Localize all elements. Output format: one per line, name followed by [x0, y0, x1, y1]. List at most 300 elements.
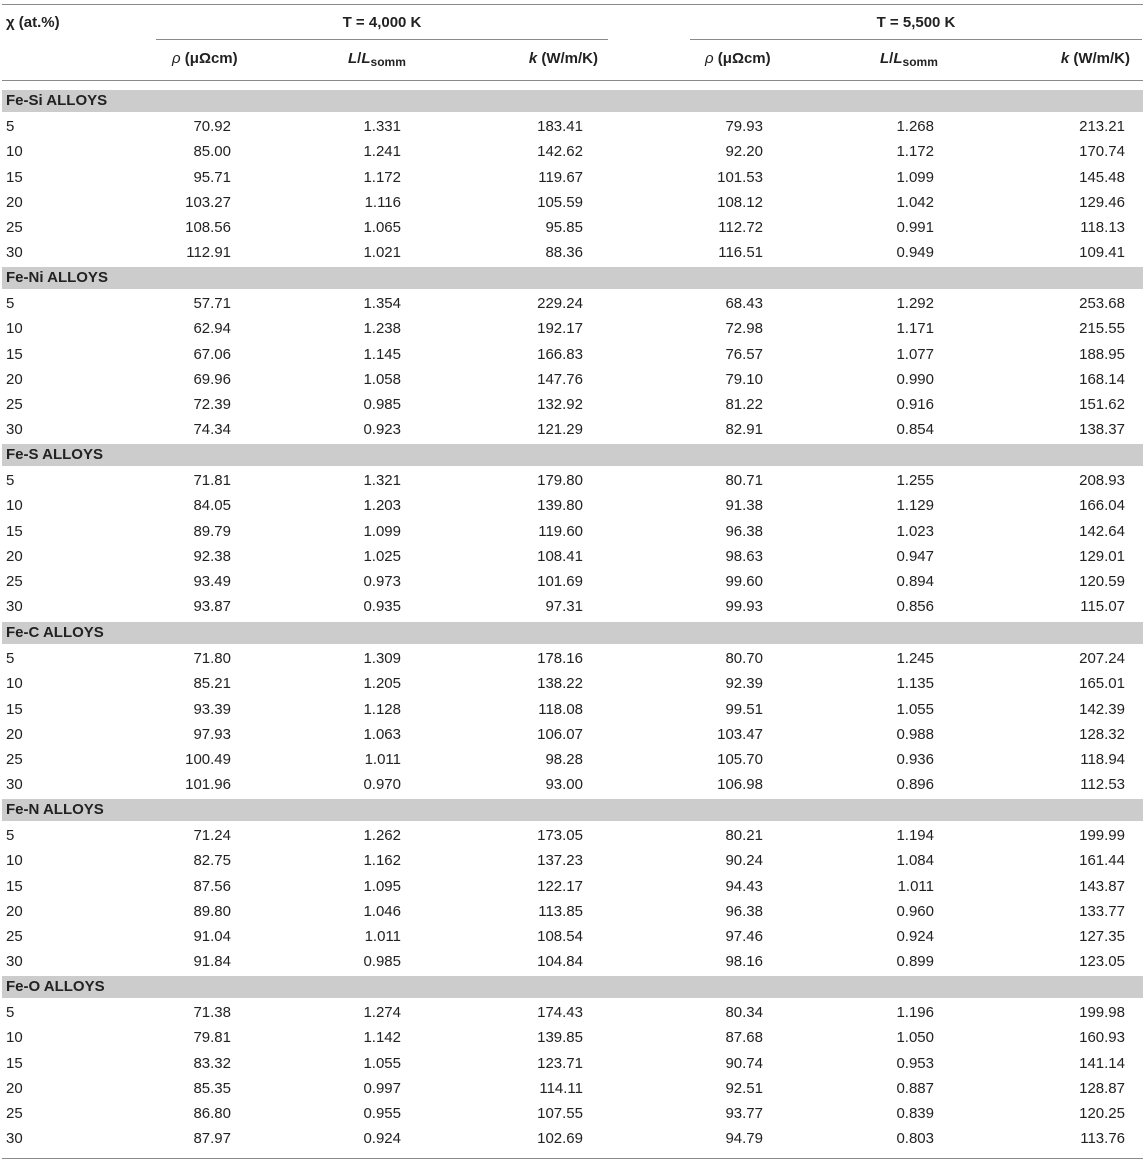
table-row	[2, 417, 1143, 442]
cell-k-4000k: 119.67	[538, 169, 583, 186]
table-row	[2, 594, 1143, 619]
cell-k-5500k: 123.05	[1079, 953, 1125, 970]
cell-rho-4000k: 72.39	[193, 396, 231, 413]
cell-rho-4000k: 112.91	[186, 244, 231, 261]
table-row	[2, 1076, 1143, 1101]
cell-lorenz-ratio-4000k: 1.145	[363, 346, 401, 363]
table-row	[2, 697, 1143, 722]
cell-k-4000k: 93.00	[545, 776, 583, 793]
cell-rho-4000k: 93.87	[193, 598, 231, 615]
cell-rho-4000k: 67.06	[193, 346, 231, 363]
cell-lorenz-ratio-5500k: 0.899	[896, 953, 934, 970]
cell-lorenz-ratio-4000k: 1.065	[363, 219, 401, 236]
cell-lorenz-ratio-4000k: 1.162	[363, 852, 401, 869]
cell-lorenz-ratio-5500k: 0.854	[896, 421, 934, 438]
cell-lorenz-ratio-4000k: 1.063	[363, 726, 401, 743]
cell-rho-4000k: 97.93	[193, 726, 231, 743]
cell-lorenz-ratio-5500k: 1.194	[896, 827, 934, 844]
cell-lorenz-ratio-5500k: 1.129	[896, 497, 934, 514]
group-underline-4000k	[156, 39, 608, 40]
cell-alloy-content: 15	[6, 1055, 23, 1072]
table-row	[2, 874, 1143, 899]
cell-rho-5500k: 93.77	[725, 1105, 763, 1122]
table-row	[2, 569, 1143, 594]
cell-alloy-content: 30	[6, 1130, 23, 1147]
cell-lorenz-ratio-5500k: 0.894	[896, 573, 934, 590]
cell-rho-4000k: 87.97	[193, 1130, 231, 1147]
cell-rho-5500k: 99.60	[725, 573, 763, 590]
col-header-rho-4000k	[172, 50, 238, 67]
cell-rho-5500k: 90.24	[725, 852, 763, 869]
cell-k-5500k: 127.35	[1079, 928, 1125, 945]
cell-alloy-content: 5	[6, 650, 15, 667]
cell-k-4000k: 104.84	[537, 953, 583, 970]
table-row	[2, 772, 1143, 797]
cell-rho-4000k: 79.81	[193, 1029, 231, 1046]
cell-k-4000k: 121.29	[537, 421, 583, 438]
cell-alloy-content: 25	[6, 573, 23, 590]
cell-k-5500k: 109.41	[1079, 244, 1125, 261]
cell-lorenz-ratio-4000k: 1.011	[364, 751, 401, 768]
table-row	[2, 215, 1143, 240]
cell-rho-5500k: 97.46	[725, 928, 763, 945]
col-header-k-5500k	[1061, 50, 1130, 67]
table-row	[2, 949, 1143, 974]
table-row	[2, 1025, 1143, 1050]
cell-k-5500k: 170.74	[1079, 143, 1125, 160]
cell-alloy-content: 15	[6, 701, 23, 718]
cell-rho-4000k: 87.56	[193, 878, 231, 895]
cell-k-4000k: 98.28	[545, 751, 583, 768]
cell-lorenz-ratio-5500k: 0.839	[896, 1105, 934, 1122]
cell-lorenz-ratio-5500k: 1.255	[896, 472, 934, 489]
cell-rho-5500k: 80.70	[725, 650, 763, 667]
cell-lorenz-ratio-5500k: 1.135	[896, 675, 934, 692]
table-row	[2, 367, 1143, 392]
rho-unit: (μΩcm)	[717, 50, 771, 67]
cell-rho-4000k: 85.35	[193, 1080, 231, 1097]
cell-k-5500k: 213.21	[1079, 118, 1125, 135]
cell-rho-4000k: 95.71	[193, 169, 231, 186]
cell-rho-5500k: 79.93	[725, 118, 763, 135]
cell-lorenz-ratio-4000k: 1.354	[363, 295, 401, 312]
cell-rho-5500k: 81.22	[725, 396, 763, 413]
cell-k-5500k: 129.46	[1079, 194, 1125, 211]
cell-lorenz-ratio-4000k: 1.321	[363, 472, 401, 489]
cell-rho-4000k: 71.81	[193, 472, 231, 489]
cell-rho-5500k: 90.74	[725, 1055, 763, 1072]
table-row	[2, 823, 1143, 848]
cell-rho-5500k: 72.98	[725, 320, 763, 337]
cell-alloy-content: 5	[6, 295, 15, 312]
cell-alloy-content: 20	[6, 548, 23, 565]
cell-alloy-content: 25	[6, 219, 23, 236]
cell-k-5500k: 142.39	[1079, 701, 1125, 718]
cell-alloy-content: 30	[6, 953, 23, 970]
k-unit: (W/m/K)	[541, 50, 598, 67]
table-row	[2, 671, 1143, 696]
cell-k-5500k: 151.62	[1079, 396, 1125, 413]
cell-lorenz-ratio-4000k: 0.985	[363, 953, 401, 970]
cell-k-5500k: 253.68	[1079, 295, 1125, 312]
table-row	[2, 848, 1143, 873]
cell-k-5500k: 160.93	[1079, 1029, 1125, 1046]
cell-k-5500k: 112.53	[1080, 776, 1125, 793]
cell-k-5500k: 128.87	[1079, 1080, 1125, 1097]
cell-rho-5500k: 80.21	[725, 827, 763, 844]
cell-alloy-content: 10	[6, 497, 23, 514]
cell-lorenz-ratio-5500k: 0.960	[896, 903, 934, 920]
cell-rho-5500k: 82.91	[725, 421, 763, 438]
cell-rho-4000k: 82.75	[193, 852, 231, 869]
cell-k-4000k: 166.83	[537, 346, 583, 363]
cell-lorenz-ratio-4000k: 1.142	[363, 1029, 401, 1046]
cell-lorenz-ratio-5500k: 0.991	[896, 219, 934, 236]
cell-lorenz-ratio-5500k: 0.896	[896, 776, 934, 793]
cell-rho-5500k: 112.72	[718, 219, 763, 236]
cell-rho-5500k: 103.47	[717, 726, 763, 743]
cell-lorenz-ratio-4000k: 0.970	[363, 776, 401, 793]
cell-rho-4000k: 71.80	[193, 650, 231, 667]
table-row	[2, 139, 1143, 164]
cell-lorenz-ratio-4000k: 0.923	[363, 421, 401, 438]
cell-rho-5500k: 80.71	[725, 472, 763, 489]
cell-k-4000k: 119.60	[538, 523, 583, 540]
cell-k-5500k: 165.01	[1079, 675, 1125, 692]
cell-lorenz-ratio-4000k: 1.116	[364, 194, 401, 211]
cell-rho-4000k: 91.84	[193, 953, 231, 970]
cell-alloy-content: 30	[6, 598, 23, 615]
cell-lorenz-ratio-4000k: 1.011	[364, 928, 401, 945]
cell-alloy-content: 10	[6, 143, 23, 160]
cell-lorenz-ratio-4000k: 1.025	[363, 548, 401, 565]
table-row	[2, 1101, 1143, 1126]
cell-alloy-content: 10	[6, 320, 23, 337]
cell-k-4000k: 106.07	[537, 726, 583, 743]
cell-rho-4000k: 71.24	[193, 827, 231, 844]
cell-alloy-content: 15	[6, 878, 23, 895]
cell-alloy-content: 10	[6, 1029, 23, 1046]
cell-alloy-content: 20	[6, 194, 23, 211]
section-header: Fe-S ALLOYS	[2, 444, 1143, 466]
cell-rho-4000k: 62.94	[193, 320, 231, 337]
cell-k-5500k: 215.55	[1079, 320, 1125, 337]
cell-lorenz-ratio-4000k: 1.205	[363, 675, 401, 692]
cell-rho-4000k: 91.04	[193, 928, 231, 945]
cell-k-4000k: 173.05	[537, 827, 583, 844]
cell-lorenz-ratio-4000k: 1.238	[363, 320, 401, 337]
cell-k-4000k: 183.41	[537, 118, 583, 135]
cell-k-4000k: 101.69	[537, 573, 583, 590]
cell-lorenz-ratio-5500k: 0.953	[896, 1055, 934, 1072]
section-header: Fe-N ALLOYS	[2, 799, 1143, 821]
header-bottom-rule	[2, 80, 1143, 81]
cell-lorenz-ratio-5500k: 1.292	[896, 295, 934, 312]
cell-k-5500k: 120.25	[1079, 1105, 1125, 1122]
cell-k-5500k: 166.04	[1079, 497, 1125, 514]
col-header-k-4000k	[529, 50, 598, 67]
cell-rho-4000k: 101.96	[185, 776, 231, 793]
table-row	[2, 747, 1143, 772]
cell-rho-5500k: 105.70	[717, 751, 763, 768]
lorenz-lsomm: L	[893, 50, 903, 67]
cell-alloy-content: 20	[6, 903, 23, 920]
cell-k-4000k: 113.85	[538, 903, 583, 920]
cell-k-4000k: 118.08	[538, 701, 583, 718]
cell-rho-5500k: 98.16	[725, 953, 763, 970]
cell-k-4000k: 88.36	[545, 244, 583, 261]
cell-k-4000k: 123.71	[537, 1055, 583, 1072]
table-row	[2, 316, 1143, 341]
cell-k-4000k: 138.22	[537, 675, 583, 692]
cell-rho-5500k: 98.63	[725, 548, 763, 565]
cell-lorenz-ratio-4000k: 1.262	[363, 827, 401, 844]
table-bottom-rule	[2, 1158, 1143, 1159]
cell-k-4000k: 95.85	[545, 219, 583, 236]
cell-alloy-content: 20	[6, 726, 23, 743]
cell-alloy-content: 5	[6, 118, 15, 135]
cell-k-4000k: 97.31	[545, 598, 583, 615]
cell-rho-4000k: 83.32	[193, 1055, 231, 1072]
cell-lorenz-ratio-4000k: 1.128	[363, 701, 401, 718]
cell-alloy-content: 30	[6, 776, 23, 793]
cell-lorenz-ratio-4000k: 1.331	[363, 118, 401, 135]
cell-rho-4000k: 85.21	[193, 675, 231, 692]
cell-rho-5500k: 76.57	[725, 346, 763, 363]
cell-lorenz-ratio-5500k: 1.042	[896, 194, 934, 211]
cell-lorenz-ratio-5500k: 0.988	[896, 726, 934, 743]
cell-lorenz-ratio-5500k: 1.245	[896, 650, 934, 667]
rho-unit: (μΩcm)	[184, 50, 238, 67]
cell-lorenz-ratio-5500k: 0.803	[896, 1130, 934, 1147]
col-header-lorenz-4000k: $L/L_{somm}$	[348, 50, 406, 69]
section-header: Fe-Ni ALLOYS	[2, 267, 1143, 289]
cell-rho-5500k: 108.12	[717, 194, 763, 211]
cell-lorenz-ratio-4000k: 1.058	[363, 371, 401, 388]
table-row	[2, 924, 1143, 949]
cell-k-5500k: 118.13	[1080, 219, 1125, 236]
cell-k-5500k: 115.07	[1080, 598, 1125, 615]
cell-alloy-content: 15	[6, 523, 23, 540]
table-row	[2, 468, 1143, 493]
table-row	[2, 519, 1143, 544]
row-header-label: χ (at.%)	[6, 14, 60, 31]
cell-rho-4000k: 85.00	[193, 143, 231, 160]
cell-rho-4000k: 57.71	[193, 295, 231, 312]
section-header: Fe-Si ALLOYS	[2, 90, 1143, 112]
col-header-lorenz-5500k: $L/L_{somm}$	[880, 50, 938, 69]
cell-k-5500k: 133.77	[1079, 903, 1125, 920]
cell-lorenz-ratio-4000k: 0.955	[363, 1105, 401, 1122]
table-row	[2, 165, 1143, 190]
cell-k-4000k: 179.80	[537, 472, 583, 489]
table-row	[2, 1126, 1143, 1151]
cell-k-5500k: 207.24	[1079, 650, 1125, 667]
cell-lorenz-ratio-5500k: 0.916	[896, 396, 934, 413]
cell-lorenz-ratio-5500k: 1.050	[896, 1029, 934, 1046]
cell-lorenz-ratio-4000k: 1.046	[363, 903, 401, 920]
lorenz-sub: somm	[902, 55, 938, 69]
cell-k-4000k: 137.23	[537, 852, 583, 869]
cell-k-5500k: 120.59	[1079, 573, 1125, 590]
group-header-5500k: T = 5,500 K	[876, 14, 956, 31]
cell-alloy-content: 20	[6, 371, 23, 388]
lorenz-l: L	[880, 50, 890, 67]
cell-k-4000k: 229.24	[537, 295, 583, 312]
cell-lorenz-ratio-4000k: 1.309	[363, 650, 401, 667]
cell-alloy-content: 25	[6, 928, 23, 945]
cell-alloy-content: 10	[6, 852, 23, 869]
cell-lorenz-ratio-5500k: 0.990	[896, 371, 934, 388]
cell-rho-4000k: 89.80	[193, 903, 231, 920]
table-row	[2, 392, 1143, 417]
table-row	[2, 1000, 1143, 1025]
cell-lorenz-ratio-5500k: 0.936	[896, 751, 934, 768]
cell-rho-4000k: 92.38	[193, 548, 231, 565]
cell-alloy-content: 30	[6, 421, 23, 438]
cell-rho-5500k: 87.68	[725, 1029, 763, 1046]
cell-lorenz-ratio-4000k: 1.274	[363, 1004, 401, 1021]
k-symbol: k	[528, 50, 538, 67]
table-row	[2, 493, 1143, 518]
lorenz-l: L	[348, 50, 358, 67]
col-header-rho-5500k	[705, 50, 771, 67]
cell-rho-4000k: 71.38	[193, 1004, 231, 1021]
cell-k-5500k: 145.48	[1079, 169, 1125, 186]
cell-lorenz-ratio-5500k: 1.172	[896, 143, 934, 160]
cell-rho-5500k: 101.53	[717, 169, 763, 186]
table-top-rule	[2, 4, 1143, 5]
cell-k-5500k: 199.98	[1079, 1004, 1125, 1021]
table-row	[2, 899, 1143, 924]
cell-k-4000k: 132.92	[537, 396, 583, 413]
cell-lorenz-ratio-5500k: 1.099	[896, 169, 934, 186]
cell-k-5500k: 128.32	[1079, 726, 1125, 743]
cell-alloy-content: 30	[6, 244, 23, 261]
cell-k-5500k: 188.95	[1079, 346, 1125, 363]
cell-lorenz-ratio-4000k: 0.985	[363, 396, 401, 413]
cell-lorenz-ratio-4000k: 0.997	[363, 1080, 401, 1097]
cell-rho-5500k: 92.51	[725, 1080, 763, 1097]
section-header: Fe-O ALLOYS	[2, 976, 1143, 998]
cell-lorenz-ratio-5500k: 1.055	[896, 701, 934, 718]
cell-k-5500k: 113.76	[1080, 1130, 1125, 1147]
cell-k-4000k: 178.16	[537, 650, 583, 667]
group-header-4000k: T = 4,000 K	[342, 14, 422, 31]
cell-rho-4000k: 93.49	[193, 573, 231, 590]
cell-k-4000k: 174.43	[537, 1004, 583, 1021]
cell-lorenz-ratio-4000k: 1.203	[363, 497, 401, 514]
cell-k-5500k: 199.99	[1079, 827, 1125, 844]
table-row	[2, 114, 1143, 139]
cell-lorenz-ratio-4000k: 1.095	[363, 878, 401, 895]
cell-rho-4000k: 93.39	[193, 701, 231, 718]
cell-k-4000k: 192.17	[537, 320, 583, 337]
lorenz-sub: somm	[370, 55, 406, 69]
cell-lorenz-ratio-5500k: 1.196	[896, 1004, 934, 1021]
cell-lorenz-ratio-4000k: 0.973	[363, 573, 401, 590]
cell-lorenz-ratio-5500k: 1.011	[897, 878, 934, 895]
cell-k-4000k: 122.17	[537, 878, 583, 895]
cell-rho-5500k: 99.93	[725, 598, 763, 615]
cell-k-4000k: 147.76	[537, 371, 583, 388]
cell-alloy-content: 15	[6, 169, 23, 186]
cell-lorenz-ratio-4000k: 1.172	[363, 169, 401, 186]
cell-rho-4000k: 84.05	[193, 497, 231, 514]
cell-rho-5500k: 94.43	[725, 878, 763, 895]
rho-symbol: ρ	[172, 50, 181, 67]
cell-rho-5500k: 94.79	[725, 1130, 763, 1147]
lorenz-lsomm: L	[361, 50, 371, 67]
cell-rho-4000k: 70.92	[193, 118, 231, 135]
cell-lorenz-ratio-5500k: 0.947	[896, 548, 934, 565]
cell-k-4000k: 114.11	[539, 1080, 583, 1097]
table-row	[2, 1051, 1143, 1076]
cell-lorenz-ratio-4000k: 1.241	[363, 143, 401, 160]
table-row	[2, 722, 1143, 747]
cell-k-4000k: 105.59	[537, 194, 583, 211]
table-row	[2, 544, 1143, 569]
cell-lorenz-ratio-5500k: 1.268	[896, 118, 934, 135]
cell-rho-5500k: 106.98	[717, 776, 763, 793]
cell-rho-5500k: 116.51	[718, 244, 763, 261]
cell-rho-4000k: 89.79	[193, 523, 231, 540]
cell-alloy-content: 5	[6, 472, 15, 489]
cell-alloy-content: 25	[6, 1105, 23, 1122]
cell-alloy-content: 25	[6, 751, 23, 768]
cell-k-4000k: 139.80	[537, 497, 583, 514]
cell-alloy-content: 10	[6, 675, 23, 692]
cell-alloy-content: 5	[6, 827, 15, 844]
cell-rho-4000k: 100.49	[185, 751, 231, 768]
cell-k-4000k: 107.55	[537, 1105, 583, 1122]
cell-lorenz-ratio-5500k: 1.023	[896, 523, 934, 540]
section-header: Fe-C ALLOYS	[2, 622, 1143, 644]
cell-k-5500k: 208.93	[1079, 472, 1125, 489]
cell-rho-4000k: 103.27	[185, 194, 231, 211]
cell-lorenz-ratio-4000k: 1.055	[363, 1055, 401, 1072]
cell-k-5500k: 141.14	[1079, 1055, 1125, 1072]
cell-rho-5500k: 80.34	[725, 1004, 763, 1021]
cell-rho-5500k: 92.20	[725, 143, 763, 160]
cell-alloy-content: 15	[6, 346, 23, 363]
cell-lorenz-ratio-4000k: 0.924	[363, 1130, 401, 1147]
cell-k-4000k: 108.54	[537, 928, 583, 945]
cell-rho-5500k: 79.10	[725, 371, 763, 388]
cell-rho-4000k: 74.34	[193, 421, 231, 438]
cell-alloy-content: 5	[6, 1004, 15, 1021]
cell-rho-5500k: 96.38	[725, 523, 763, 540]
table-row	[2, 646, 1143, 671]
cell-lorenz-ratio-4000k: 0.935	[363, 598, 401, 615]
cell-lorenz-ratio-4000k: 1.099	[363, 523, 401, 540]
cell-lorenz-ratio-5500k: 0.949	[896, 244, 934, 261]
cell-k-5500k: 129.01	[1079, 548, 1125, 565]
k-unit: (W/m/K)	[1073, 50, 1130, 67]
cell-lorenz-ratio-5500k: 0.924	[896, 928, 934, 945]
cell-k-5500k: 118.94	[1080, 751, 1125, 768]
k-symbol: k	[1060, 50, 1070, 67]
table-row	[2, 342, 1143, 367]
cell-rho-4000k: 86.80	[193, 1105, 231, 1122]
cell-lorenz-ratio-5500k: 1.077	[896, 346, 934, 363]
cell-lorenz-ratio-4000k: 1.021	[363, 244, 401, 261]
cell-rho-5500k: 99.51	[725, 701, 763, 718]
table-row	[2, 190, 1143, 215]
table-row	[2, 240, 1143, 265]
cell-rho-4000k: 108.56	[185, 219, 231, 236]
cell-k-5500k: 142.64	[1079, 523, 1125, 540]
